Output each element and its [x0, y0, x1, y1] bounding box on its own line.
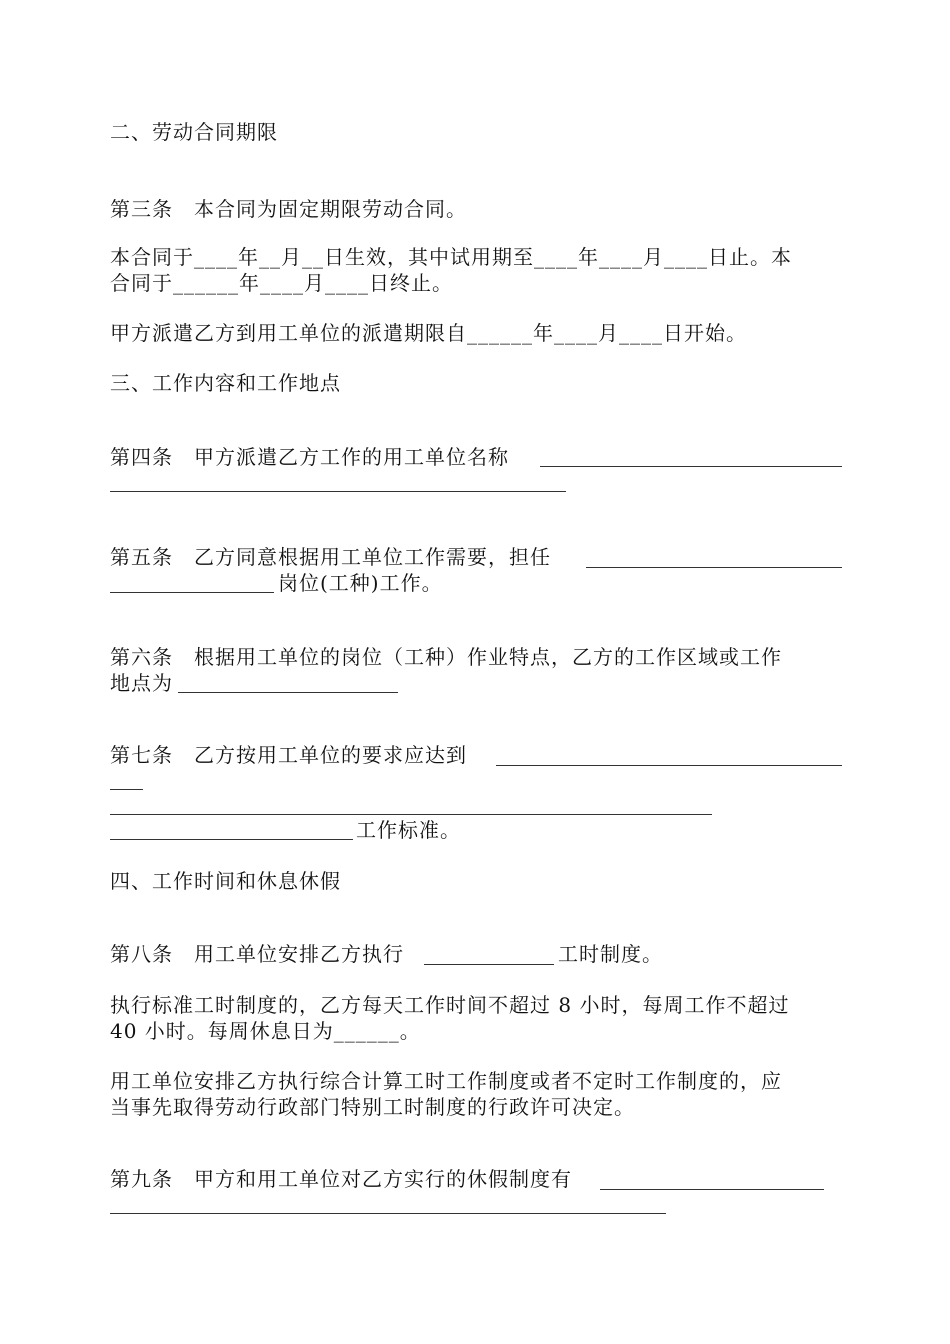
article-5-line-2: 岗位(工种)工作。 [278, 571, 443, 595]
fill-blank-position [586, 567, 842, 568]
fill-blank-standard-cont-1 [110, 789, 143, 790]
section-heading-work: 三、工作内容和工作地点 [110, 371, 341, 395]
section-heading-hours: 四、工作时间和休息休假 [110, 869, 341, 893]
article-9: 第九条 甲方和用工单位对乙方实行的休假制度有 [110, 1167, 572, 1191]
fill-blank-leave-system [600, 1189, 824, 1190]
article-8-standard-line-2: 40 小时。每周休息日为______。 [110, 1019, 421, 1043]
fill-blank-employer-name [540, 466, 842, 467]
article-8-flex-line-2: 当事先取得劳动行政部门特别工时制度的行政许可决定。 [110, 1095, 635, 1119]
article-6-line-1: 第六条 根据用工单位的岗位（工种）作业特点，乙方的工作区域或工作 [110, 645, 782, 669]
fill-blank-standard-cont-3 [110, 839, 353, 840]
fill-blank-position-cont [110, 592, 274, 593]
fill-blank-work-location [178, 692, 398, 693]
article-3-effective-line-1: 本合同于____年__月__日生效，其中试用期至____年____月____日止。本 [110, 245, 792, 269]
fill-blank-standard [496, 765, 842, 766]
article-8-flex-line-1: 用工单位安排乙方执行综合计算工时工作制度或者不定时工作制度的，应 [110, 1069, 782, 1093]
fill-blank-employer-name-cont [110, 491, 566, 492]
article-3-dispatch-period: 甲方派遣乙方到用工单位的派遣期限自______年____月____日开始。 [110, 321, 747, 345]
article-8-standard-line-1: 执行标准工时制度的，乙方每天工作时间不超过 8 小时，每周工作不超过 [110, 993, 790, 1017]
fill-blank-leave-system-cont [110, 1213, 666, 1214]
fill-blank-standard-cont-2 [110, 814, 712, 815]
article-8-a: 第八条 用工单位安排乙方执行 [110, 942, 404, 966]
article-8-b: 工时制度。 [558, 942, 663, 966]
article-7-line-1: 第七条 乙方按用工单位的要求应达到 [110, 743, 467, 767]
section-heading-term: 二、劳动合同期限 [110, 120, 278, 144]
article-3-effective-line-2: 合同于______年____月____日终止。 [110, 271, 453, 295]
article-5-line-1: 第五条 乙方同意根据用工单位工作需要，担任 [110, 545, 551, 569]
article-3: 第三条 本合同为固定期限劳动合同。 [110, 197, 467, 221]
fill-blank-hour-system [424, 964, 554, 965]
article-7-line-4: 工作标准。 [356, 818, 461, 842]
article-4: 第四条 甲方派遣乙方工作的用工单位名称 [110, 445, 509, 469]
article-6-line-2: 地点为 [110, 671, 173, 695]
